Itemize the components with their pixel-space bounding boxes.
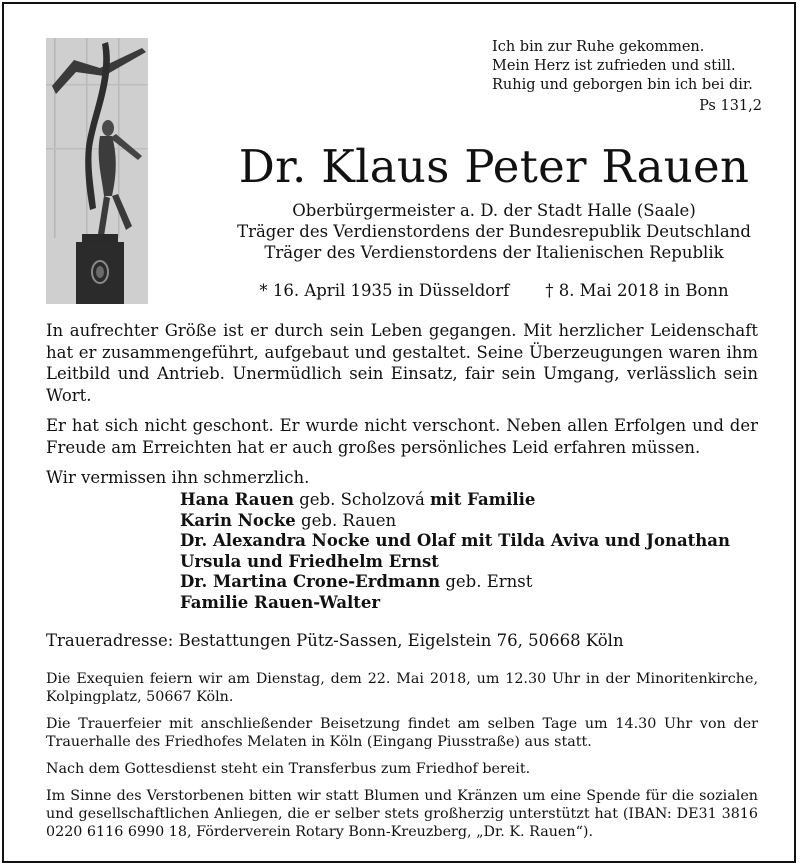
deceased-titles (164, 200, 800, 263)
mourner-name: Dr. Alexandra Nocke und Olaf mit Tilda Aviva und Jonathan (180, 531, 730, 550)
birth-date: * 16. April 1935 in Düsseldorf (259, 281, 510, 300)
title-line: Träger des Verdienstordens der Italienischen Republik (264, 243, 724, 262)
title-line: Oberbürgermeister a. D. der Stadt Halle (Saale) (292, 201, 696, 220)
service-note: Die Trauerfeier mit anschließender Beisetzung findet am selben Tage um 14.30 Uhr von der Trauerhalle des Friedhofes Melaten in Köln (Eingang Piusstraße) aus statt. (46, 716, 758, 750)
crucifix-photo (46, 38, 148, 304)
mourner-detail: geb. Scholzová (294, 490, 431, 509)
crucifix-illustration (46, 38, 148, 304)
psalm-line: Ich bin zur Ruhe gekommen. (492, 39, 705, 55)
psalm-reference: Ps 131,2 (699, 98, 762, 114)
service-note: Die Exequien feiern wir am Dienstag, dem 22. Mai 2018, um 12.30 Uhr in der Minoritenkirche, Kolpingplatz, 50667 Köln. (46, 671, 758, 705)
mourner-entry (180, 552, 780, 573)
mourner-suffix: mit Familie (430, 490, 536, 509)
mourning-address: Traueradresse: Bestattungen Pütz-Sassen, Eigelstein 76, 50668 Köln (46, 631, 624, 650)
tribute-paragraph: Er hat sich nicht geschont. Er wurde nicht verschont. Neben allen Erfolgen und der Freude am Erreichten hat er auch großes persönliches Leid erfahren müssen. (46, 416, 758, 457)
mourner-entry (180, 511, 780, 532)
mourner-name: Dr. Martina Crone-Erdmann (180, 572, 441, 591)
donation-note: Im Sinne des Verstorbenen bitten wir statt Blumen und Kränzen um eine Spende für die sozialen und gesellschaftlichen Anliegen, die er selber stets großherzig unterstützt hat (IBAN: DE31 3816 0220 6116 6990 18, Förderverein Rotary Bonn-Kreuzberg, „Dr. K. Rauen“). (46, 788, 758, 840)
service-note: Nach dem Gottesdienst steht ein Transferbus zum Friedhof bereit. (46, 761, 531, 777)
service-notes (46, 670, 758, 850)
mourner-entry (180, 490, 780, 511)
psalm-line: Mein Herz ist zufrieden und still. (492, 58, 736, 74)
mourners-list (180, 490, 780, 613)
death-date: † 8. Mai 2018 in Bonn (545, 281, 729, 300)
mourner-name: Familie Rauen-Walter (180, 592, 381, 612)
psalm-quote (492, 38, 762, 116)
mourner-detail: geb. Rauen (295, 510, 397, 530)
tribute-paragraph: In aufrechter Größe ist er durch sein Leben gegangen. Mit herzlicher Leidenschaft hat er zusammengeführt, aufgebaut und gestaltet. Seine Überzeugungen waren ihm Leitbild und Antrieb. Unermüdlich sein Einsatz, fair sein Umgang, verlässlich sein Wort. (46, 321, 758, 405)
tribute-paragraph: Wir vermissen ihn schmerzlich. (46, 468, 310, 487)
life-dates (164, 280, 800, 302)
mourner-entry (180, 593, 780, 614)
tribute-text (46, 320, 758, 498)
deceased-name: Dr. Klaus Peter Rauen (238, 140, 750, 193)
mourner-name: Hana Rauen (180, 490, 294, 509)
title-line: Träger des Verdienstordens der Bundesrepublik Deutschland (237, 222, 751, 241)
obituary-notice (2, 2, 796, 863)
mourner-entry (180, 572, 780, 593)
mourner-entry (180, 531, 780, 552)
psalm-line: Ruhig und geborgen bin ich bei dir. (492, 77, 753, 93)
mourner-detail: geb. Ernst (440, 572, 533, 591)
mourner-name: Ursula und Friedhelm Ernst (180, 551, 439, 571)
mourner-name: Karin Nocke (180, 510, 296, 530)
